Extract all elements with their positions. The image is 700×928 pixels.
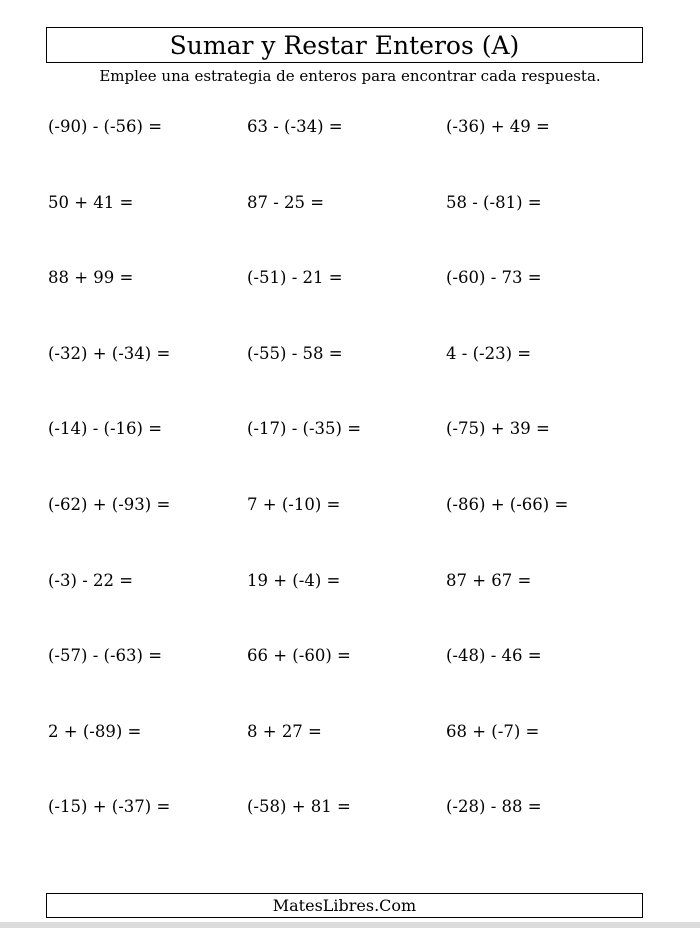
problem: (-57) - (-63) = (48, 646, 163, 666)
problem: 68 + (-7) = (446, 721, 540, 741)
problem: 50 + 41 = (48, 192, 134, 212)
problem: (-3) - 22 = (48, 570, 134, 590)
problem: (-75) + 39 = (446, 419, 550, 439)
problem: 88 + 99 = (48, 268, 134, 288)
page-title: Sumar y Restar Enteros (A) (169, 30, 520, 60)
problem: 66 + (-60) = (247, 646, 351, 666)
problem: (-55) - 58 = (247, 343, 343, 363)
title-box (46, 27, 643, 63)
problem: 63 - (-34) = (247, 117, 343, 136)
footer-box (46, 893, 643, 918)
problem: (-15) + (-37) = (48, 797, 171, 817)
problem: 8 + 27 = (247, 721, 322, 741)
problem: 58 - (-81) = (446, 192, 542, 212)
problem: (-36) + 49 = (446, 117, 550, 136)
problem-grid (48, 117, 648, 873)
problem: 2 + (-89) = (48, 721, 142, 741)
problem: (-48) - 46 = (446, 646, 542, 666)
problem: (-62) + (-93) = (48, 494, 171, 514)
problem: (-86) + (-66) = (446, 494, 569, 514)
problem: 87 - 25 = (247, 192, 325, 212)
problem: 4 - (-23) = (446, 343, 532, 363)
problem: (-14) - (-16) = (48, 419, 163, 439)
problem: 7 + (-10) = (247, 494, 341, 514)
problem: 87 + 67 = (446, 570, 532, 590)
problem: (-90) - (-56) = (48, 117, 163, 136)
problem: (-28) - 88 = (446, 797, 542, 817)
problem: 19 + (-4) = (247, 570, 341, 590)
page-bottom-edge (0, 922, 700, 928)
problem: (-58) + 81 = (247, 797, 351, 817)
problem: (-32) + (-34) = (48, 343, 171, 363)
problem: (-60) - 73 = (446, 268, 542, 288)
problem: (-51) - 21 = (247, 268, 343, 288)
problem: (-17) - (-35) = (247, 419, 362, 439)
footer-site-name: MatesLibres.Com (272, 896, 417, 915)
instructions: Emplee una estrategia de enteros para encontrar cada respuesta. (99, 67, 601, 85)
